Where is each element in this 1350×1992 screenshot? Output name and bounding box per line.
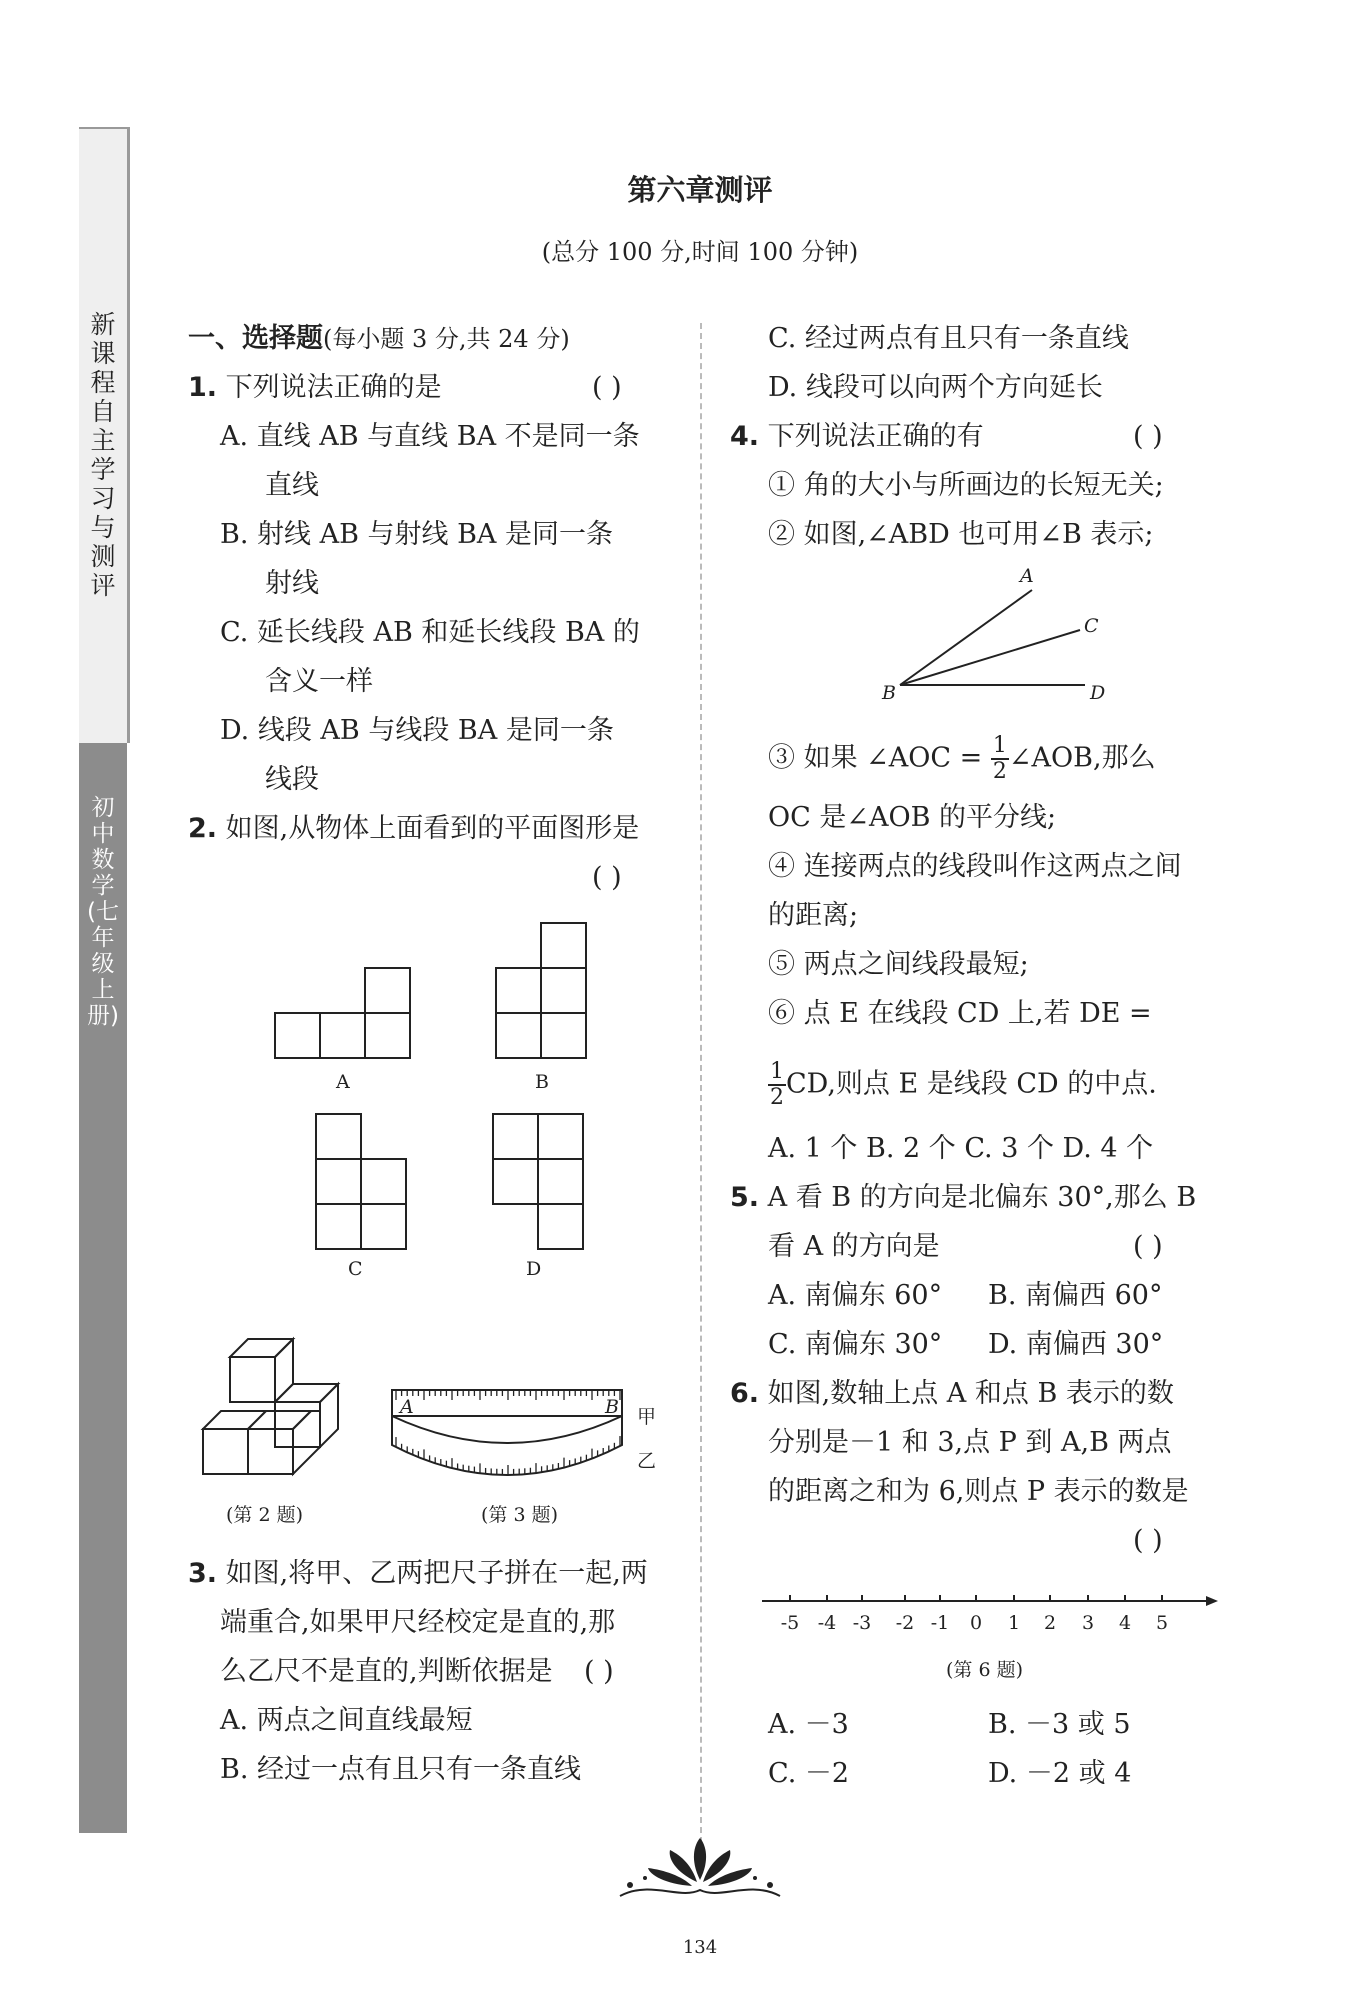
q6-option-b: B. －3 或 5: [988, 1709, 1131, 1740]
q6-option-c: C. －2: [768, 1758, 850, 1789]
q3-stem-3: 么乙尺不是直的,判断依据是: [220, 1656, 553, 1687]
number-line-tick-label: 2: [1043, 1612, 1057, 1634]
q6-answer-blank: ( ): [1133, 1525, 1163, 1556]
ruler-jia-label: 甲: [637, 1406, 657, 1428]
q5-option-a: A. 南偏东 60°: [768, 1280, 943, 1311]
fraction-one-half-2: $\frac{1}{2}$: [770, 1059, 784, 1110]
q4-statement-3-cont: OC 是∠AOB 的平分线;: [768, 802, 1057, 833]
number-line-tick-label: -4: [817, 1612, 837, 1634]
number-line-tick-label: -3: [852, 1612, 872, 1634]
q1-option-d-cont: 线段: [265, 764, 319, 795]
number-line-tick-label: 1: [1007, 1612, 1021, 1634]
q3-stem-2: 端重合,如果甲尺经校定是直的,那: [220, 1607, 616, 1638]
q4-statement-6: ⑥ 点 E 在线段 CD 上,若 DE =: [768, 998, 1152, 1029]
q2-caption: (第 2 题): [226, 1504, 303, 1526]
angle-point-c: C: [1084, 615, 1099, 637]
q2-label-b: B: [535, 1071, 549, 1093]
fraction-one-half: $\frac{1}{2}$: [992, 733, 1007, 784]
page-number: 134: [682, 1937, 718, 1958]
q2-label-c: C: [348, 1258, 363, 1280]
q4-answer-blank: ( ): [1133, 421, 1163, 452]
q3-option-c: C. 经过两点有且只有一条直线: [768, 323, 1129, 354]
ruler-point-a: A: [400, 1396, 414, 1418]
q5-answer-blank: ( ): [1133, 1231, 1163, 1262]
q4-statement-3: ③ 如果 ∠AOC = $\frac{1}{2}$ ∠AOB,那么: [768, 733, 1156, 784]
number-line-tick-label: -1: [930, 1612, 950, 1634]
q4-statement-5: ⑤ 两点之间线段最短;: [768, 949, 1029, 980]
q6-caption: (第 6 题): [946, 1659, 1023, 1681]
q5-option-d: D. 南偏西 30°: [988, 1329, 1164, 1360]
q1-option-a-cont: 直线: [265, 470, 319, 501]
q1-option-d: D. 线段 AB 与线段 BA 是同一条: [220, 715, 614, 746]
ruler-yi-label: 乙: [637, 1450, 657, 1472]
q2-stem: 2. 如图,从物体上面看到的平面图形是: [188, 813, 640, 844]
q6-stem-1: 6. 如图,数轴上点 A 和点 B 表示的数: [730, 1378, 1174, 1409]
number-line-tick-label: 0: [969, 1612, 983, 1634]
q1-answer-blank: ( ): [592, 372, 622, 403]
angle-point-a: A: [1020, 565, 1034, 587]
q3-option-a: A. 两点之间直线最短: [220, 1705, 473, 1736]
number-line-tick-label: -5: [780, 1612, 800, 1634]
angle-point-b: B: [882, 682, 896, 704]
q3-stem-1: 3. 如图,将甲、乙两把尺子拼在一起,两: [188, 1558, 648, 1589]
q1-option-c: C. 延长线段 AB 和延长线段 BA 的: [220, 617, 640, 648]
page-title: 第六章测评: [627, 173, 773, 207]
q6-option-d: D. －2 或 4: [988, 1758, 1132, 1789]
q2-label-d: D: [526, 1258, 542, 1280]
q4-statement-2: ② 如图,∠ABD 也可用∠B 表示;: [768, 519, 1154, 550]
number-line-tick-label: 5: [1155, 1612, 1169, 1634]
section-heading: 一、选择题(每小题 3 分,共 24 分): [188, 323, 570, 354]
q4-statement-1: ① 角的大小与所画边的长短无关;: [768, 470, 1164, 501]
q5-option-c: C. 南偏东 30°: [768, 1329, 943, 1360]
q1-option-c-cont: 含义一样: [265, 666, 373, 697]
q4-statement-4-cont: 的距离;: [768, 900, 859, 931]
q5-stem-2: 看 A 的方向是: [768, 1231, 940, 1262]
number-line-tick-label: -2: [895, 1612, 915, 1634]
q6-stem-2: 分别是－1 和 3,点 P 到 A,B 两点: [768, 1427, 1172, 1458]
q1-stem: 1. 下列说法正确的是: [188, 372, 442, 403]
q4-statement-4: ④ 连接两点的线段叫作这两点之间: [768, 851, 1182, 882]
q4-options: A. 1 个 B. 2 个 C. 3 个 D. 4 个: [768, 1133, 1154, 1164]
ruler-point-b: B: [605, 1396, 619, 1418]
sidebar-grade-title: 初中数学(七年级上册): [87, 795, 119, 1029]
number-line-tick-label: 3: [1081, 1612, 1095, 1634]
q5-option-b: B. 南偏西 60°: [988, 1280, 1163, 1311]
number-line-tick-label: 4: [1118, 1612, 1132, 1634]
q4-stem: 4. 下列说法正确的有: [730, 421, 984, 452]
q4-statement-6-cont: $\frac{1}{2}$ CD,则点 E 是线段 CD 的中点.: [770, 1059, 1157, 1110]
page-subtitle: (总分 100 分,时间 100 分钟): [541, 238, 859, 266]
q1-option-a: A. 直线 AB 与直线 BA 不是同一条: [220, 421, 640, 452]
q1-option-b: B. 射线 AB 与射线 BA 是同一条: [220, 519, 614, 550]
q3-option-d: D. 线段可以向两个方向延长: [768, 372, 1103, 403]
q3-option-b: B. 经过一点有且只有一条直线: [220, 1754, 582, 1785]
q3-answer-blank: ( ): [584, 1656, 614, 1687]
q3-caption: (第 3 题): [481, 1504, 558, 1526]
q6-stem-3: 的距离之和为 6,则点 P 表示的数是: [768, 1476, 1189, 1507]
q1-option-b-cont: 射线: [265, 568, 319, 599]
q2-label-a: A: [336, 1071, 350, 1093]
q6-option-a: A. －3: [768, 1709, 849, 1740]
sidebar-series-title: 新课程自主学习与测评: [90, 310, 116, 600]
q5-stem-1: 5. A 看 B 的方向是北偏东 30°,那么 B: [730, 1182, 1197, 1213]
q2-answer-blank: ( ): [592, 862, 622, 893]
angle-point-d: D: [1090, 682, 1106, 704]
